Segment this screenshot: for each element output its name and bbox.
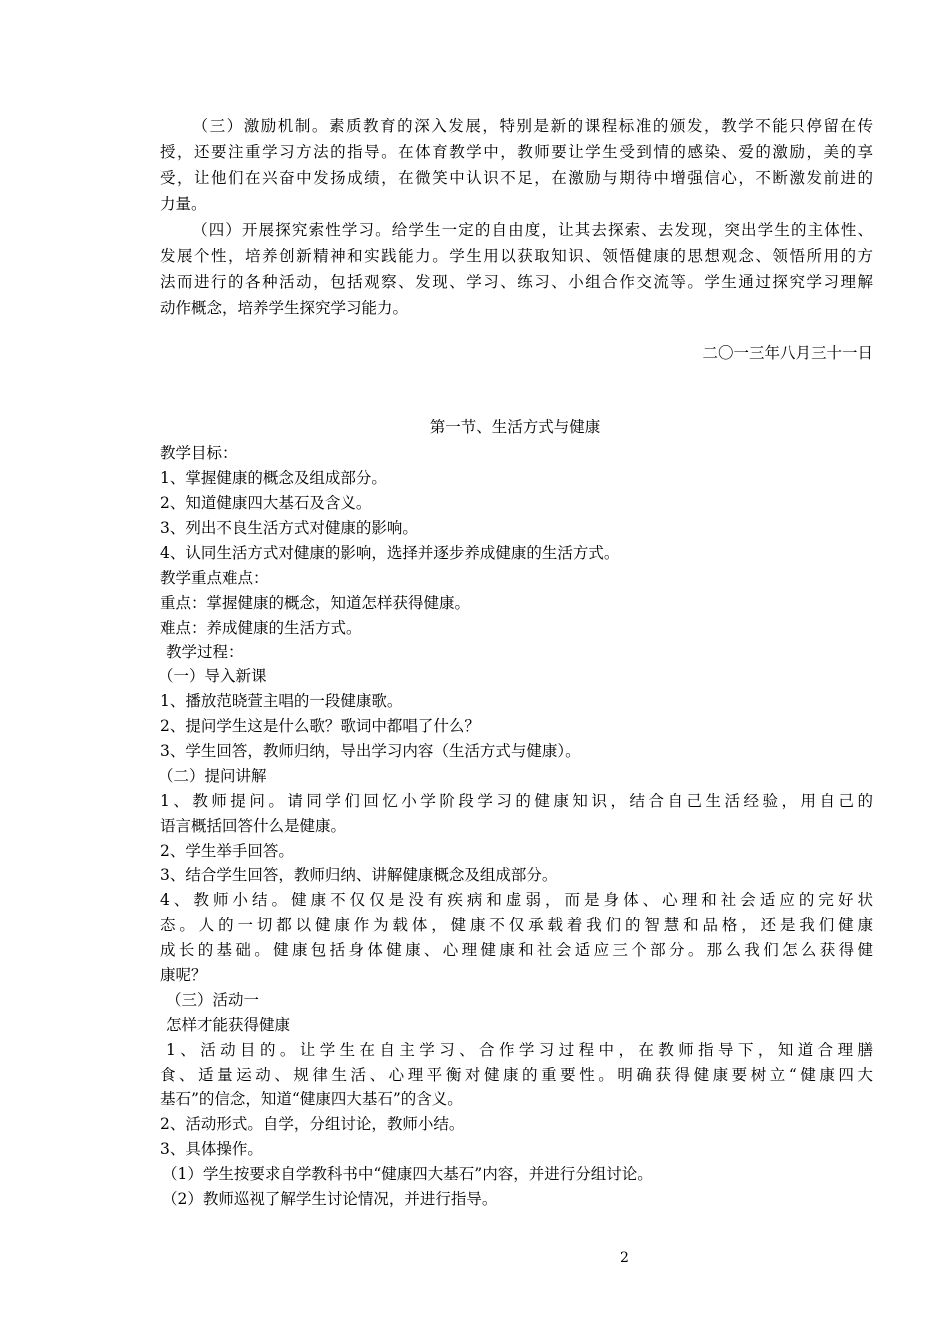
- text-line: 1、掌握健康的概念及组成部分。: [160, 469, 387, 487]
- text-line: 1、活动目的。让学生在自主学习、合作学习过程中，在教师指导下，知道合理膳: [166, 1041, 873, 1059]
- text-line: 发展个性，培养创新精神和实践能力。学生用以获取知识、领悟健康的思想观念、领悟所用的方: [160, 247, 873, 265]
- text-line: 动作概念，培养学生探究学习能力。: [160, 299, 409, 317]
- text-line: 教学目标：: [160, 444, 238, 462]
- text-line: 4、认同生活方式对健康的影响，选择并逐步养成健康的生活方式。: [160, 544, 620, 562]
- text-line: （四）开展探究索性学习。给学生一定的自由度，让其去探索、去发现，突出学生的主体性、: [191, 221, 873, 239]
- text-line: 3、学生回答，教师归纳，导出学习内容（生活方式与健康）。: [160, 742, 581, 760]
- text-line: （1）学生按要求自学教科书中“健康四大基石”内容，并进行分组讨论。: [162, 1165, 653, 1183]
- text-line: 授，还要注重学习方法的指导。在体育教学中，教师要让学生受到情的感染、爱的激励，美的享: [160, 143, 873, 161]
- text-line: 2、知道健康四大基石及含义。: [160, 494, 372, 512]
- text-line: 基石”的信念，知道“健康四大基石”的含义。: [160, 1090, 463, 1108]
- text-line: 2、活动形式。自学，分组讨论，教师小结。: [160, 1115, 465, 1133]
- text-line: 3、具体操作。: [160, 1140, 263, 1158]
- text-line: 2、学生举手回答。: [160, 842, 294, 860]
- section-title: 第一节、生活方式与健康: [429, 418, 601, 436]
- text-line: 教学重点难点：: [160, 569, 269, 587]
- text-line: 食、适量运动、规律生活、心理平衡对健康的重要性。明确获得健康要树立“健康四大: [160, 1066, 873, 1084]
- text-line: 1、播放范晓萱主唱的一段健康歌。: [160, 692, 403, 710]
- text-line: （一）导入新课: [158, 667, 267, 685]
- text-line: 4、教师小结。健康不仅仅是没有疾病和虚弱，而是身体、心理和社会适应的完好状: [160, 891, 873, 909]
- text-line: 教学过程：: [166, 643, 244, 661]
- text-line: 语言概括回答什么是健康。: [160, 817, 347, 835]
- text-line: 法而进行的各种活动，包括观察、发现、学习、练习、小组合作交流等。学生通过探究学习理解: [160, 273, 873, 291]
- document-date: 二〇一三年八月三十一日: [702, 344, 873, 362]
- text-line: 力量。: [160, 195, 207, 213]
- text-line: （2）教师巡视了解学生讨论情况，并进行指导。: [162, 1190, 498, 1208]
- text-line: 态。人的一切都以健康作为载体，健康不仅承载着我们的智慧和品格，还是我们健康: [160, 916, 873, 934]
- text-line: 重点：掌握健康的概念，知道怎样获得健康。: [160, 594, 471, 612]
- text-line: 3、列出不良生活方式对健康的影响。: [160, 519, 418, 537]
- text-line: 难点：养成健康的生活方式。: [160, 619, 362, 637]
- text-line: 1、教师提问。请同学们回忆小学阶段学习的健康知识，结合自己生活经验，用自己的: [160, 792, 873, 810]
- text-line: 受，让他们在兴奋中发扬成绩，在微笑中认识不足，在激励与期待中增强信心，不断激发前进的: [160, 169, 873, 187]
- text-line: 3、结合学生回答，教师归纳、讲解健康概念及组成部分。: [160, 866, 558, 884]
- text-line: （二）提问讲解: [158, 767, 267, 785]
- text-line: （三）活动一: [166, 991, 260, 1009]
- text-line: 怎样才能获得健康: [166, 1016, 291, 1034]
- text-line: 成长的基础。健康包括身体健康、心理健康和社会适应三个部分。那么我们怎么获得健: [160, 941, 873, 959]
- text-line: 2、提问学生这是什么歌？歌词中都唱了什么？: [160, 717, 480, 735]
- text-line: 康呢？: [160, 966, 207, 984]
- page-number: 2: [620, 1250, 629, 1266]
- text-line: （三）激励机制。素质教育的深入发展，特别是新的课程标准的颁发，教学不能只停留在传: [191, 117, 873, 135]
